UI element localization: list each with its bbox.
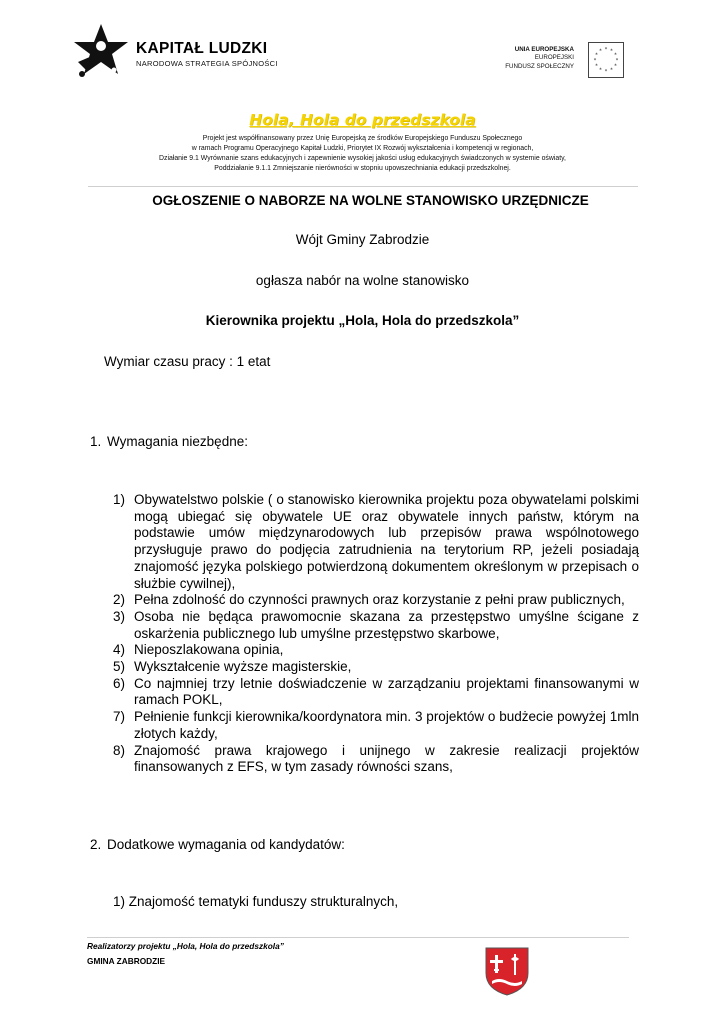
eu-logo <box>500 42 624 80</box>
project-line-4: Poddziałanie 9.1.1 Zmniejszanie nierówności w stopniu upowszechniania edukacji przedszkolnej. <box>214 165 511 172</box>
project-line-1: Projekt jest współfinansowany przez Unię Europejską ze środków Europejskiego Funduszu Społecznego <box>202 135 523 142</box>
section-1-number: 1. <box>90 434 102 449</box>
document-heading: OGŁOSZENIE O NABORZE NA WOLNE STANOWISKO URZĘDNICZE <box>152 193 589 208</box>
kapital-ludzki-emblem-icon <box>70 22 132 84</box>
requirement-number: 8) <box>113 742 126 758</box>
gmina-crest-icon <box>483 945 531 997</box>
svg-text:*: * <box>614 52 617 59</box>
additional-requirement-item <box>113 894 398 909</box>
requirement-item <box>113 609 639 642</box>
requirement-number: 5) <box>113 659 126 675</box>
additional-requirement-text: Znajomość tematyki funduszy strukturalnych, <box>128 894 399 909</box>
svg-text:*: * <box>595 52 598 59</box>
requirement-item <box>113 676 639 709</box>
requirement-number: 3) <box>113 608 126 624</box>
kapital-ludzki-title: KAPITAŁ LUDZKI <box>136 40 268 57</box>
footer-divider <box>87 937 629 938</box>
requirement-item <box>113 709 639 742</box>
svg-text:*: * <box>599 48 602 55</box>
eu-logo-line1: UNIA EUROPEJSKA <box>514 46 574 53</box>
requirement-text: Osoba nie będąca prawomocnie skazana za przestępstwo umyślne ścigane z oskarżenia publicznego lub umyślne przestępstwo skarbowe, <box>134 608 639 641</box>
svg-text:*: * <box>614 63 617 70</box>
requirement-item <box>113 592 639 609</box>
eu-logo-line2: EUROPEJSKI <box>534 54 574 62</box>
svg-text:*: * <box>593 58 597 64</box>
section-2-number: 2. <box>90 837 102 852</box>
project-description <box>0 134 725 174</box>
requirement-number: 1) <box>113 492 126 507</box>
svg-text:*: * <box>604 47 608 53</box>
requirement-text: Co najmniej trzy letnie doświadczenie w zarządzaniu projektami finansowanymi w ramach POKL, <box>134 675 639 708</box>
additional-requirement-number: 1) <box>113 894 126 909</box>
svg-text:*: * <box>610 67 613 74</box>
svg-text:*: * <box>595 63 598 70</box>
header-divider <box>88 186 638 187</box>
requirement-text: Obywatelstwo polskie ( o stanowisko kierownika projektu poza obywatelami polskimi mogą ubiegać się obywatele UE oraz obywatele innych państw, którym na podstawie umów międzynarodowych lub przepisów prawa wspólnotowego przysługuje prawo do podjęcia zatrudnienia na terytorium RP, jeżeli posiadają znajomość języka polskiego potwierdzoną dokumentem określonym w przepisach o służbie cywilnej), <box>134 492 639 591</box>
section-1-title: Wymagania niezbędne: <box>107 434 248 449</box>
issuer: Wójt Gminy Zabrodzie <box>295 232 430 247</box>
requirement-number: 6) <box>113 675 126 691</box>
svg-text:*: * <box>599 67 602 74</box>
svg-text:*: * <box>610 48 613 55</box>
requirement-text: Wykształcenie wyższe magisterskie, <box>134 659 352 675</box>
eu-logo-text <box>505 46 574 71</box>
work-time: Wymiar czasu pracy : 1 etat <box>104 354 271 369</box>
project-line-3: Działanie 9.1 Wyrównanie szans edukacyjnych i zapewnienie wysokiej jakości usług edukacyjnych świadczonych w systemie oświaty, <box>159 155 566 162</box>
requirement-text: Pełna zdolność do czynności prawnych oraz korzystanie z pełni praw publicznych, <box>134 592 625 608</box>
requirement-item <box>113 642 639 659</box>
requirement-text: Znajomość prawa krajowego i unijnego w zakresie realizacji projektów finansowanych z EFS, w tym zasady równości szans, <box>134 742 639 775</box>
requirement-text: Pełnienie funkcji kierownika/koordynatora min. 3 projektów o budżecie powyżej 1mln złotych każdy, <box>134 709 639 741</box>
requirements-list <box>113 492 639 776</box>
requirement-item <box>113 492 639 592</box>
kapital-ludzki-subtitle: NARODOWA STRATEGIA SPÓJNOŚCI <box>136 59 278 68</box>
eu-flag-icon <box>588 42 624 78</box>
position-title: Kierownika projektu „Hola, Hola do przedszkola” <box>205 313 520 328</box>
project-line-2: w ramach Programu Operacyjnego Kapitał Ludzki, Priorytet IX Rozwój wykształcenia i kompetencji w regionach, <box>191 145 534 152</box>
footer-municipality: GMINA ZABRODZIE <box>87 956 166 966</box>
svg-text:*: * <box>615 58 619 64</box>
eu-logo-line3: FUNDUSZ SPOŁECZNY <box>505 62 574 70</box>
project-title: Hola, Hola do przedszkola <box>249 111 476 129</box>
footer-project-line: Realizatorzy projektu „Hola, Hola do przedszkola” <box>87 941 284 951</box>
requirement-number: 2) <box>113 592 126 608</box>
requirement-text: Nieposzlakowana opinia, <box>134 642 284 658</box>
requirement-number: 7) <box>113 709 126 725</box>
svg-text:*: * <box>604 69 608 75</box>
requirement-number: 4) <box>113 642 126 658</box>
requirement-item <box>113 743 639 776</box>
announcement: ogłasza nabór na wolne stanowisko <box>255 273 470 288</box>
requirement-item <box>113 659 639 676</box>
section-2-title: Dodatkowe wymagania od kandydatów: <box>107 837 345 852</box>
